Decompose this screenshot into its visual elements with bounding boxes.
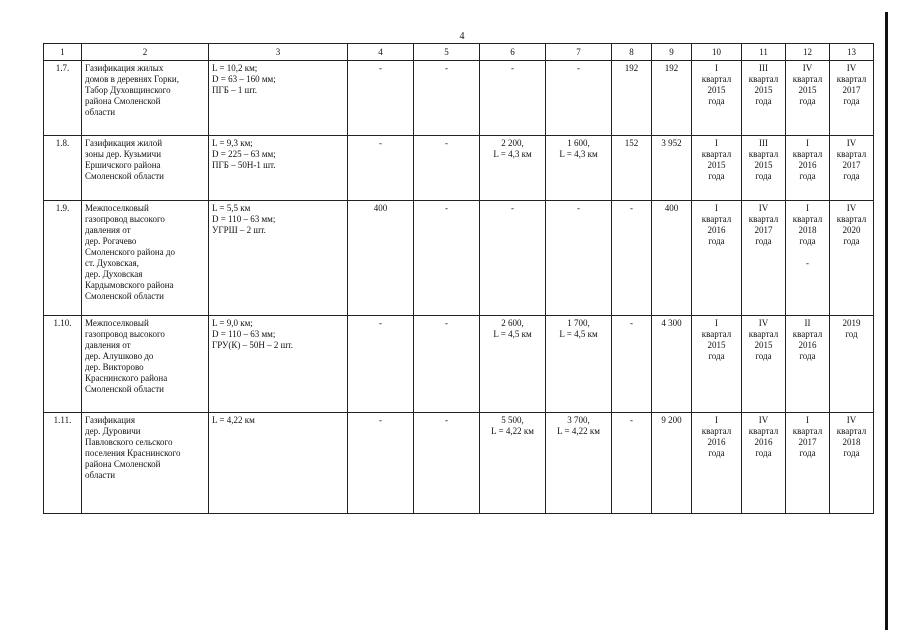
table-cell: 152 xyxy=(612,136,652,201)
item-number: 1.9. xyxy=(44,201,82,316)
header-cell: 1 xyxy=(44,44,82,61)
date-cell: IV квартал 2015 года xyxy=(786,61,830,136)
table-cell: - xyxy=(612,413,652,514)
table-cell: 4 300 xyxy=(652,316,692,413)
header-cell: 4 xyxy=(348,44,414,61)
object-name: Газификация жилых домов в деревнях Горки, Табор Духовщинского района Смоленской области xyxy=(82,61,209,136)
object-name: Межпоселковый газопровод высокого давления от дер. Рогачево Смоленского района до ст. Духовская, дер. Духовская Кардымовского района Смоленской области xyxy=(82,201,209,316)
header-row xyxy=(44,44,874,61)
table-cell: 192 xyxy=(612,61,652,136)
table-cell: - xyxy=(612,201,652,316)
table-cell: - xyxy=(414,413,480,514)
page-number: 4 xyxy=(459,31,465,42)
table-cell: 400 xyxy=(348,201,414,316)
table-cell: 9 200 xyxy=(652,413,692,514)
table-row xyxy=(44,413,874,514)
item-number: 1.7. xyxy=(44,61,82,136)
table-cell: - xyxy=(348,136,414,201)
date-cell: IV квартал 2020 года xyxy=(830,201,874,316)
item-number: 1.11. xyxy=(44,413,82,514)
date-cell: I квартал 2015 года xyxy=(692,136,742,201)
date-cell: III квартал 2015 года xyxy=(742,61,786,136)
table-cell: 1 700, L = 4,5 км xyxy=(546,316,612,413)
table-cell: - xyxy=(480,201,546,316)
date-cell: IV квартал 2016 года xyxy=(742,413,786,514)
table-row xyxy=(44,201,874,316)
object-parameters: L = 9,0 км; D = 110 – 63 мм; ГРУ(К) – 50Н – 2 шт. xyxy=(209,316,348,413)
header-cell: 10 xyxy=(692,44,742,61)
header-cell: 13 xyxy=(830,44,874,61)
object-parameters: L = 4,22 км xyxy=(209,413,348,514)
date-cell: I квартал 2015 года xyxy=(692,316,742,413)
header-cell: 5 xyxy=(414,44,480,61)
table-cell: - xyxy=(480,61,546,136)
header-cell: 7 xyxy=(546,44,612,61)
date-cell: I квартал 2018 года - xyxy=(786,201,830,316)
object-name: Газификация дер. Дуровичи Павловского сельского поселения Краснинского района Смоленской области xyxy=(82,413,209,514)
table-cell: 3 952 xyxy=(652,136,692,201)
header-cell: 11 xyxy=(742,44,786,61)
table-cell: - xyxy=(348,61,414,136)
table-cell: - xyxy=(414,201,480,316)
table-cell: 5 500, L = 4,22 км xyxy=(480,413,546,514)
table-cell: - xyxy=(414,316,480,413)
table-row xyxy=(44,136,874,201)
table-cell: - xyxy=(414,61,480,136)
item-number: 1.8. xyxy=(44,136,82,201)
header-cell: 2 xyxy=(82,44,209,61)
table-cell: 192 xyxy=(652,61,692,136)
table-cell: - xyxy=(348,413,414,514)
table-cell: 2 200, L = 4,3 км xyxy=(480,136,546,201)
date-cell: IV квартал 2018 года xyxy=(830,413,874,514)
date-cell: 2019 год xyxy=(830,316,874,413)
date-cell: I квартал 2016 года xyxy=(692,413,742,514)
header-cell: 12 xyxy=(786,44,830,61)
table-cell: 2 600, L = 4,5 км xyxy=(480,316,546,413)
table-cell: - xyxy=(414,136,480,201)
object-parameters: L = 5,5 км D = 110 – 63 мм; УГРШ – 2 шт. xyxy=(209,201,348,316)
table-row xyxy=(44,316,874,413)
table-cell: - xyxy=(546,201,612,316)
table-cell: - xyxy=(546,61,612,136)
date-cell: II квартал 2016 года xyxy=(786,316,830,413)
date-cell: I квартал 2016 года xyxy=(786,136,830,201)
item-number: 1.10. xyxy=(44,316,82,413)
header-cell: 6 xyxy=(480,44,546,61)
page-edge-bar xyxy=(885,12,888,630)
date-cell: IV квартал 2015 года xyxy=(742,316,786,413)
date-cell: I квартал 2015 года xyxy=(692,61,742,136)
table-cell: - xyxy=(612,316,652,413)
table-cell: - xyxy=(348,316,414,413)
date-cell: IV квартал 2017 года xyxy=(830,61,874,136)
object-name: Межпоселковый газопровод высокого давления от дер. Алушково до дер. Викторово Краснинского района Смоленской области xyxy=(82,316,209,413)
header-cell: 8 xyxy=(612,44,652,61)
object-name: Газификация жилой зоны дер. Кузьмичи Ершичского района Смоленской области xyxy=(82,136,209,201)
date-cell: I квартал 2016 года xyxy=(692,201,742,316)
table-cell: 1 600, L = 4,3 км xyxy=(546,136,612,201)
date-cell: IV квартал 2017 года xyxy=(830,136,874,201)
table-cell: 3 700, L = 4,22 км xyxy=(546,413,612,514)
object-parameters: L = 9,3 км; D = 225 – 63 мм; ПГБ – 50Н-1 шт. xyxy=(209,136,348,201)
program-table xyxy=(43,43,874,514)
date-cell: IV квартал 2017 года xyxy=(742,201,786,316)
header-cell: 3 xyxy=(209,44,348,61)
date-cell: I квартал 2017 года xyxy=(786,413,830,514)
header-cell: 9 xyxy=(652,44,692,61)
table-cell: 400 xyxy=(652,201,692,316)
object-parameters: L = 10,2 км; D = 63 – 160 мм; ПГБ – 1 шт. xyxy=(209,61,348,136)
table-row xyxy=(44,61,874,136)
date-cell: III квартал 2015 года xyxy=(742,136,786,201)
